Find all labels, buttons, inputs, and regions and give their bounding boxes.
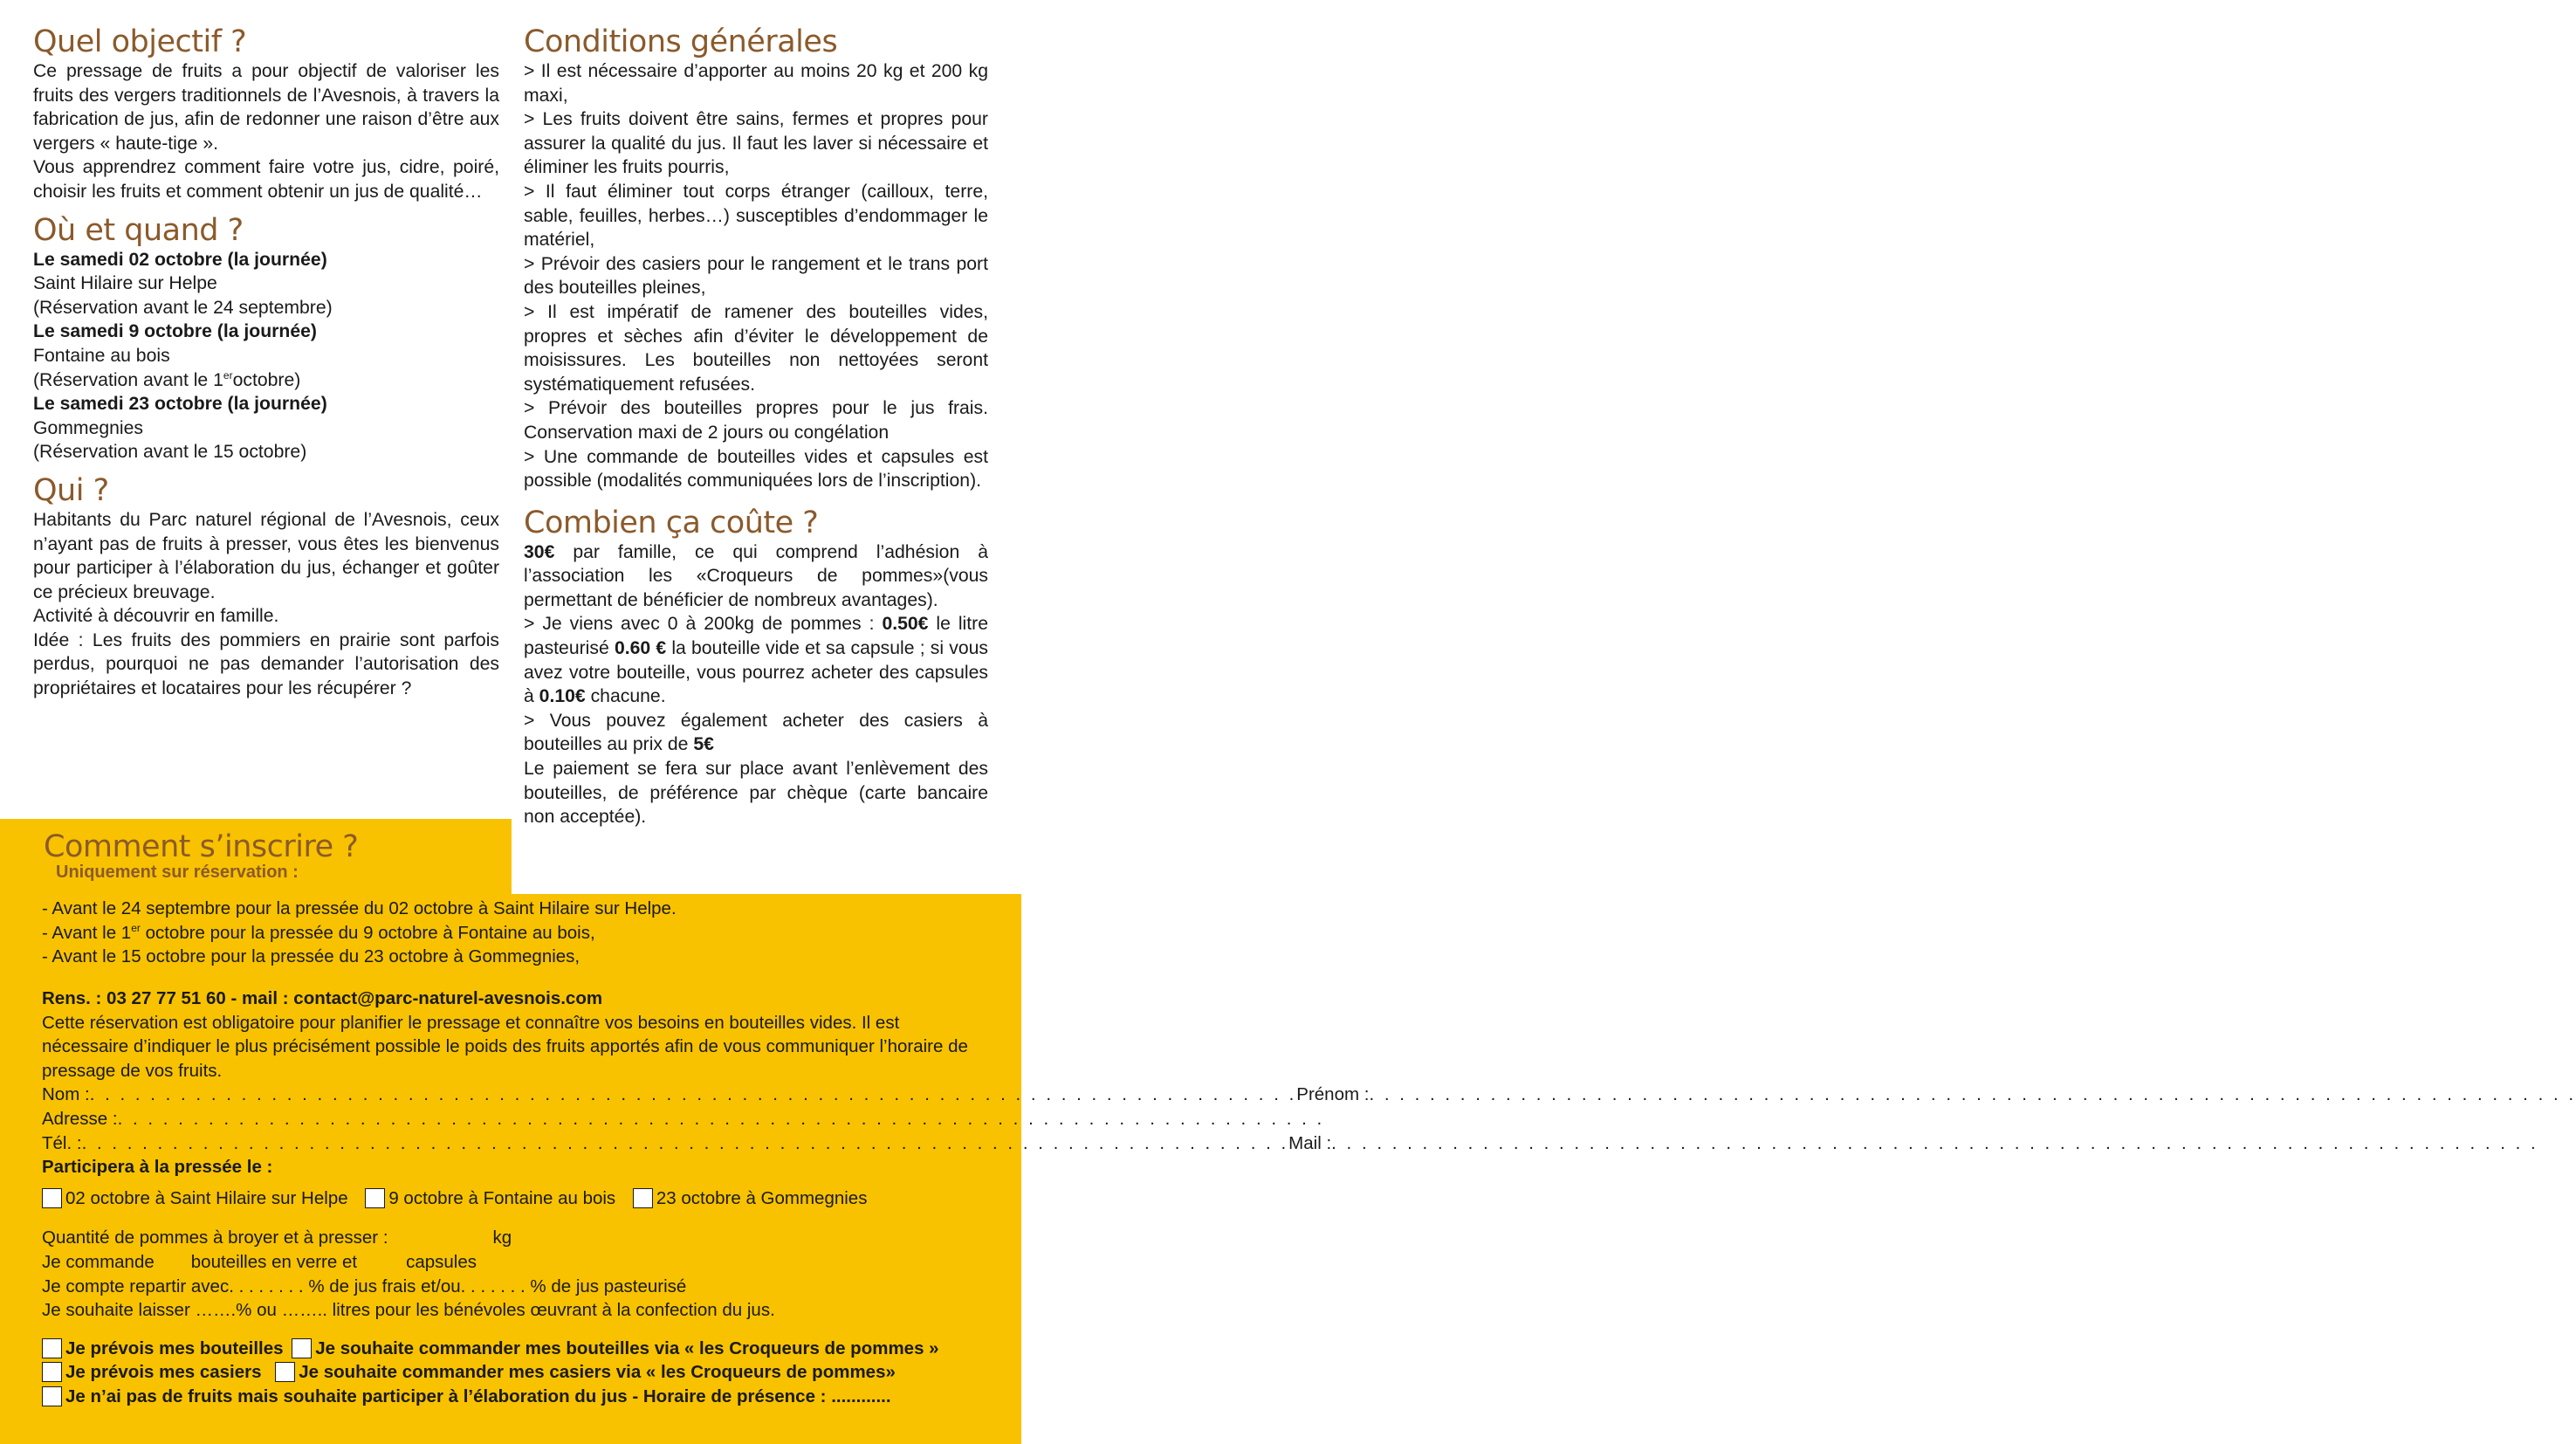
objectif-text-2: Vous apprendrez comment faire votre jus, cidre, poiré, choisir les fruits et comment obtenir un jus de qualité… xyxy=(33,157,499,202)
split-line: Je compte repartir avec. . . . . . . . % de jus frais et/ou. . . . . . . % de jus pasteurisé xyxy=(42,1276,687,1296)
condition-item: > Les fruits doivent être sains, fermes et propres pour assurer la qualité du jus. Il faut les laver si nécessaire et éliminer les fruits pourris, xyxy=(524,109,988,178)
deadline-item: - Avant le 24 septembre pour la pressée du 02 octobre à Saint Hilaire sur Helpe. xyxy=(42,898,677,918)
cb-label-order-crates: Je souhaite commander mes casiers via « les Croqueurs de pommes» xyxy=(299,1362,896,1383)
event-1-date: Le samedi 02 octobre (la journée) xyxy=(33,249,327,270)
event-3-resa: (Réservation avant le 15 octobre) xyxy=(33,442,307,463)
cb-label-order-bottles: Je souhaite commander mes bouteilles via « les Croqueurs de pommes » xyxy=(315,1337,939,1358)
checkbox[interactable] xyxy=(275,1362,295,1382)
event-1-place: Saint Hilaire sur Helpe xyxy=(33,273,217,294)
event-3-date: Le samedi 23 octobre (la journée) xyxy=(33,394,327,415)
leave-line: Je souhaite laisser …….% ou …….. litres pour les bénévoles œuvrant à la confection du jus. xyxy=(42,1300,775,1321)
left-column xyxy=(33,24,499,701)
qui-text-2: Activité à découvrir en famille. xyxy=(33,606,279,627)
participera-label: Participera à la pressée le : xyxy=(42,1157,273,1178)
qty-line: Quantité de pommes à broyer et à presser : kg xyxy=(42,1227,512,1248)
form-note: Cette réservation est obligatoire pour planifier le pressage et connaître vos besoins en bouteilles vides. Il est nécessaire d’indiquer le plus précisément possible le poids des fruits apportés afin de vous communiquer l’horaire de pressage de vos fruits. xyxy=(42,1012,968,1081)
deadline-list xyxy=(42,897,985,969)
prenom-field[interactable]: . . . . . . . . . . . . . . . . . . . . . . . . . . . . . . . . . . . . . . . . . . . . . . . . . . . . . . . . . . . . . . . . . . . . . . . . . . . . . . . . xyxy=(1369,1084,2576,1105)
condition-item: > Il faut éliminer tout corps étranger (cailloux, terre, sable, feuilles, herbes…) susceptibles d’endommager le matériel, xyxy=(524,181,988,251)
cout-title: Combien ça coûte ? xyxy=(524,505,819,540)
name-row xyxy=(42,1083,2576,1107)
tel-label: Tél. : xyxy=(42,1132,82,1153)
checklist-row xyxy=(42,1337,985,1361)
checkbox[interactable] xyxy=(292,1338,312,1358)
checkbox[interactable] xyxy=(42,1338,62,1358)
condition-item: > Une commande de bouteilles vides et capsules est possible (modalités communiquées lors de l’inscription). xyxy=(524,446,988,492)
nom-label: Nom : xyxy=(42,1084,90,1105)
nom-field[interactable]: . . . . . . . . . . . . . . . . . . . . . . . . . . . . . . . . . . . . . . . . . . . . . . . . . . . . . . . . . . . . . . . . . . . . . . . . . . . . . . . . xyxy=(89,1084,1297,1105)
qui-text-1: Habitants du Parc naturel régional de l’Avesnois, ceux n’ayant pas de fruits à presser, vous êtes les bienvenus pour participer à l’élaboration du jus, échanger et goûter ce précieux breuvage. xyxy=(33,509,499,602)
option-fontaine[interactable]: 9 octobre à Fontaine au bois xyxy=(365,1186,615,1211)
condition-item: > Il est nécessaire d’apporter au moins 20 kg et 200 kg maxi, xyxy=(524,61,988,106)
event-2-resa: (Réservation avant le 1eroctobre) xyxy=(33,368,301,390)
date-options xyxy=(42,1186,985,1211)
cb-label-no-fruit: Je n’ai pas de fruits mais souhaite participer à l’élaboration du jus - Horaire de présence : ............ xyxy=(65,1386,891,1406)
cb-label-bottles: Je prévois mes bouteilles xyxy=(65,1337,284,1358)
price-panel-extension xyxy=(512,819,1021,894)
condition-item: > Prévoir des bouteilles propres pour le jus frais. Conservation maxi de 2 jours ou congélation xyxy=(524,398,988,443)
qui-text-3: Idée : Les fruits des pommiers en prairie sont parfois perdus, pourquoi ne pas demander l’autorisation des propriétaires et locataires pour les récupérer ? xyxy=(33,629,499,699)
checkbox[interactable] xyxy=(42,1188,62,1208)
right-column xyxy=(524,24,988,829)
tel-field[interactable]: . . . . . . . . . . . . . . . . . . . . . . . . . . . . . . . . . . . . . . . . . . . . . . . . . . . . . . . . . . . . . . . . . . . . . . . . . . . . . . . . xyxy=(81,1132,1289,1153)
cb-label-crates: Je prévois mes casiers xyxy=(65,1362,262,1383)
contact-line: Rens. : 03 27 77 51 60 - mail : contact@parc-naturel-avesnois.com xyxy=(42,988,603,1008)
cout-text-2: > Je viens avec 0 à 200kg de pommes : 0.50€ le litre pasteurisé 0.60 € la bouteille vide et sa capsule ; si vous avez votre bouteille, vous pourrez acheter des capsules à 0.10€ chacune. xyxy=(524,614,988,707)
inscrire-subtitle: Uniquement sur réservation : xyxy=(56,863,299,882)
checkbox[interactable] xyxy=(42,1386,62,1406)
conditions-title: Conditions générales xyxy=(524,24,838,59)
address-row xyxy=(42,1107,1325,1131)
inscrire-title: Comment s’inscrire ? xyxy=(44,829,359,864)
checkbox[interactable] xyxy=(42,1362,62,1382)
prenom-label: Prénom : xyxy=(1296,1084,1370,1105)
adresse-label: Adresse : xyxy=(42,1108,118,1129)
option-gommegnies[interactable]: 23 octobre à Gommegnies xyxy=(633,1186,868,1211)
event-1-resa: (Réservation avant le 24 septembre) xyxy=(33,297,333,318)
condition-item: > Prévoir des casiers pour le rangement et le trans port des bouteilles pleines, xyxy=(524,253,988,299)
registration-form xyxy=(42,987,2576,1409)
mail-field[interactable]: . . . . . . . . . . . . . . . . . . . . . . . . . . . . . . . . . . . . . . . . . . . . . . . . . . . . . . . . . . . . . . . . . . . . . . . . . . . . . . . . xyxy=(1331,1132,2538,1153)
checklist-row xyxy=(42,1360,985,1385)
event-2-date: Le samedi 9 octobre (la journée) xyxy=(33,321,317,342)
contact-row xyxy=(42,1131,2538,1156)
order-line: Je commande bouteilles en verre et capsules xyxy=(42,1251,477,1272)
cout-text-4: Le paiement se fera sur place avant l’enlèvement des bouteilles, de préférence par chèque (carte bancaire non acceptée). xyxy=(524,759,988,828)
event-3-place: Gommegnies xyxy=(33,417,143,438)
cout-text-1: 30€ par famille, ce qui comprend l’adhésion à l’association les «Croqueurs de pommes»(vous permettant de bénéficier de nombreux avantages). xyxy=(524,541,988,610)
cout-text-3: > Vous pouvez également acheter des casiers à bouteilles au prix de 5€ xyxy=(524,710,988,755)
ou-quand-title: Où et quand ? xyxy=(33,212,244,248)
checkbox[interactable] xyxy=(633,1188,653,1208)
mail-label: Mail : xyxy=(1288,1132,1332,1153)
objectif-title: Quel objectif ? xyxy=(33,24,247,59)
event-2-place: Fontaine au bois xyxy=(33,345,170,366)
checklist-row xyxy=(42,1385,985,1409)
options-checklist xyxy=(42,1337,985,1409)
deadline-item: - Avant le 1er octobre pour la pressée du 9 octobre à Fontaine au bois, xyxy=(42,921,595,943)
objectif-text-1: Ce pressage de fruits a pour objectif de valoriser les fruits des vergers traditionnels de l’Avesnois, à travers la fabrication de jus, afin de redonner une raison d’être aux vergers « haute-tige ». xyxy=(33,61,499,154)
condition-item: > Il est impératif de ramener des bouteilles vides, propres et sèches afin d’éviter le développement de moisissures. Les bouteilles non nettoyées seront systématiquement refusées. xyxy=(524,301,988,395)
checkbox[interactable] xyxy=(365,1188,385,1208)
adresse-field[interactable]: . . . . . . . . . . . . . . . . . . . . . . . . . . . . . . . . . . . . . . . . . . . . . . . . . . . . . . . . . . . . . . . . . . . . . . . . . . . . . . . . xyxy=(117,1108,1325,1129)
qui-title: Qui ? xyxy=(33,472,109,508)
option-saint-hilaire[interactable]: 02 octobre à Saint Hilaire sur Helpe xyxy=(42,1186,348,1211)
deadline-item: - Avant le 15 octobre pour la pressée du 23 octobre à Gommegnies, xyxy=(42,946,580,967)
